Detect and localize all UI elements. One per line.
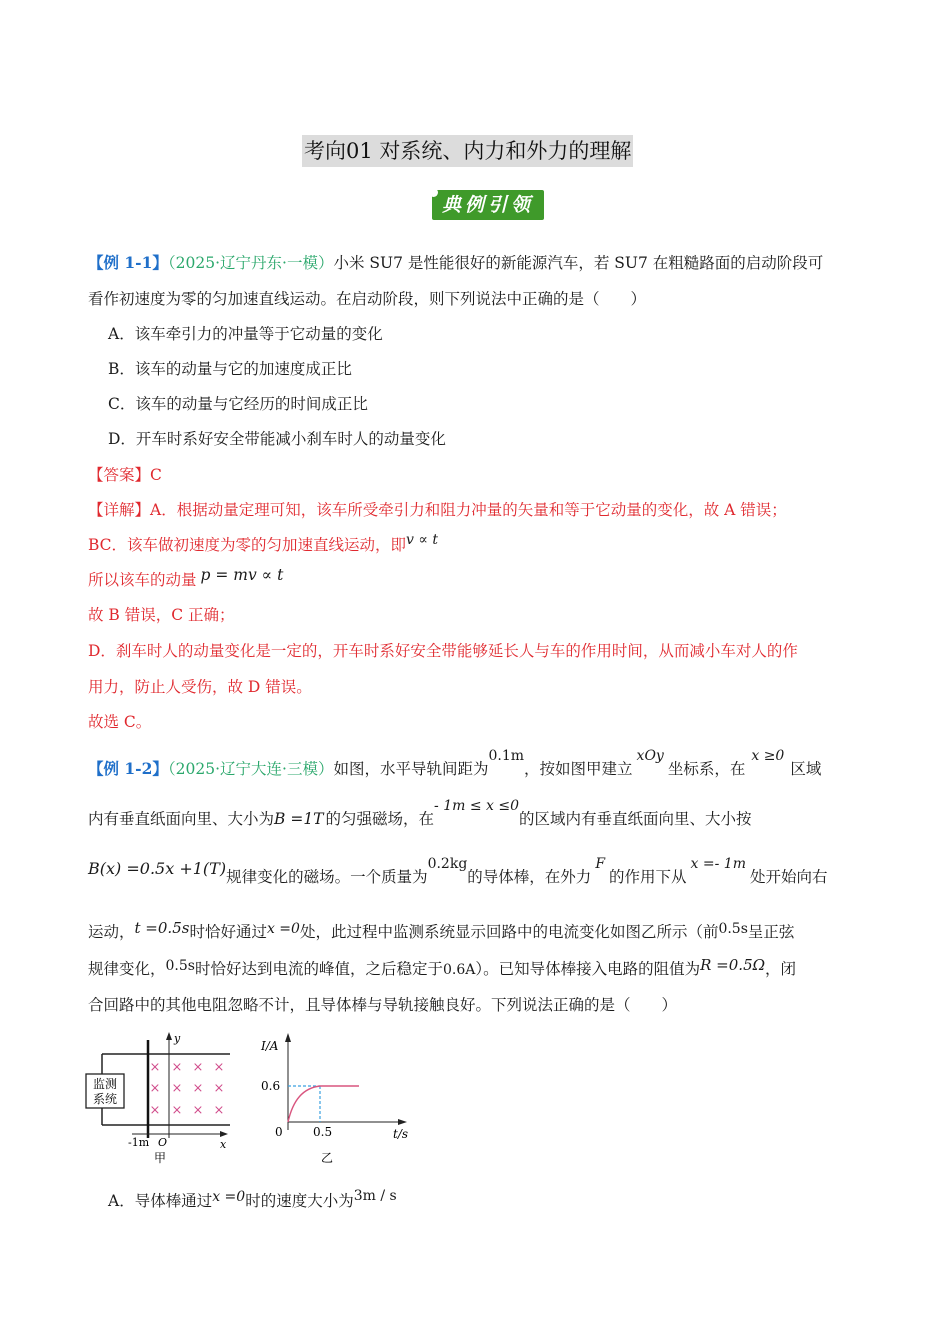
i-axis-label: I/A	[261, 1039, 279, 1053]
origin-label: O	[158, 1136, 168, 1149]
figure-jia	[80, 1030, 240, 1170]
ex2-l2a: 内有垂直纸面向里、大小为	[88, 810, 275, 828]
math-0.5s-a: 0.5s	[718, 921, 748, 937]
ex2-l3c: 的作用下从	[609, 868, 687, 886]
math-b-1t: B =1T	[274, 810, 324, 828]
detail-text3: 所以该车的动量	[88, 571, 197, 589]
ex1-detail4: 故 B 错误，C 正确；	[88, 606, 235, 624]
math-x-0-b: x =0	[212, 1189, 246, 1205]
ex1-stem2: 看作初速度为零的匀加速直线运动。在启动阶段，则下列说法中正确的是（ ）	[88, 290, 647, 308]
math-bx: B(x) =0.5x +1(T)	[88, 859, 227, 878]
detail-math-v: v ∝ t	[406, 532, 438, 548]
ex1-source: （2025·辽宁丹东·一模）	[167, 254, 334, 272]
ex2-l1b: ，按如图甲建立	[524, 760, 633, 778]
ex2-line6: 合回路中的其他电阻忽略不计，且导体棒与导轨接触良好。下列说法正确的是（ ）	[88, 996, 678, 1014]
cross: ×	[192, 1060, 204, 1075]
math-range: - 1m ≤ x ≤0	[434, 798, 520, 814]
cross: ×	[192, 1103, 204, 1118]
cross: ×	[213, 1081, 225, 1096]
math-0.2kg: 0.2kg	[427, 856, 468, 872]
math-xoy: xOy	[636, 748, 664, 764]
cross: ×	[149, 1060, 161, 1075]
ex2-label: 【例 1-2】	[88, 759, 168, 778]
y-axis-label: y	[174, 1032, 181, 1045]
ex1-option-c: C．该车的动量与它经历的时间成正比	[108, 395, 368, 413]
current-curve	[288, 1086, 359, 1122]
ex2-l5d: ，闭	[765, 960, 797, 978]
math-x-neg1: x =- 1m	[690, 856, 746, 872]
graph-origin: 0	[275, 1125, 283, 1139]
ex2-l5a: 规律变化，	[88, 960, 166, 978]
ex1-answer	[88, 464, 162, 486]
ex2-l4b: 时恰好通过	[189, 923, 267, 941]
ex1-option-a: A．该车牵引力的冲量等于它动量的变化	[108, 325, 383, 343]
ex2-l2b: 的匀强磁场，在	[325, 810, 435, 828]
ex2-l1c: 坐标系，在	[667, 760, 746, 778]
y-tick-0.6: 0.6	[261, 1079, 281, 1093]
ex2-source: （2025·辽宁大连·三模）	[167, 760, 334, 778]
t-axis-arrow	[398, 1119, 407, 1125]
ex2-l4c: 处，此过程中监测系统显示回路中的电流变化如图乙所示（前	[299, 923, 719, 941]
answer-value: C	[150, 466, 162, 484]
math-r: R =0.5Ω	[700, 956, 766, 974]
y-axis-arrow	[166, 1032, 172, 1040]
ex2-l5c: ）。已知导体棒接入电路的阻值为	[475, 960, 701, 978]
magnetic-field-crosses	[150, 1060, 225, 1118]
math-3ms: 3m / s	[353, 1188, 397, 1204]
ex2-l5b: 时恰好达到电流的峰值，之后稳定于	[194, 960, 443, 978]
cross: ×	[149, 1081, 161, 1096]
ex1-stem-line1	[88, 252, 823, 274]
cross: ×	[171, 1081, 183, 1096]
ex2-opta-a: A．导体棒通过	[108, 1192, 213, 1210]
ex2-l3b: 的导体棒，在外力	[467, 868, 592, 886]
detail-text1: A．根据动量定理可知，该车所受牵引力和阻力冲量的矢量和等于它动量的变化，故 A 错误；	[150, 501, 787, 519]
ex1-detail1	[88, 499, 787, 521]
t-axis-label: t/s	[393, 1127, 409, 1141]
ex1-option-b: B．该车的动量与它的加速度成正比	[108, 360, 352, 378]
math-t-0.5: t =0.5s	[134, 919, 190, 937]
math-x-ge-0: x ≥0	[751, 748, 785, 764]
figure-yi	[255, 1030, 415, 1170]
ex1-detail2	[88, 534, 438, 557]
ex2-opta-b: 时的速度大小为	[245, 1192, 354, 1210]
x-axis-label: x	[220, 1138, 227, 1151]
ex2-line1	[88, 748, 822, 781]
answer-label: 【答案】	[88, 466, 151, 484]
monitor-label-2: 系统	[92, 1092, 118, 1106]
page-title: 考向01 对系统、内力和外力的理解	[302, 135, 633, 167]
ex2-l4a: 运动，	[88, 923, 135, 941]
i-axis-arrow	[285, 1033, 291, 1042]
figure-yi-caption: 乙	[320, 1151, 334, 1165]
ex1-label: 【例 1-1】	[88, 253, 168, 272]
x-axis-arrow	[220, 1131, 228, 1137]
math-0.6a: 0.6A	[442, 962, 476, 978]
math-0.5s-b: 0.5s	[165, 958, 195, 974]
cross: ×	[192, 1081, 204, 1096]
ex1-detail5: D．刹车时人的动量变化是一定的，开车时系好安全带能够延长人与车的作用时间，从而减小车对人的作	[88, 642, 798, 660]
x-tick-0.5: 0.5	[313, 1125, 333, 1139]
ex2-l4d: 呈正弦	[747, 923, 795, 941]
figure-jia-caption: 甲	[153, 1151, 167, 1165]
detail-math-p: p = mv ∝ t	[200, 566, 284, 584]
ex2-line3	[88, 856, 828, 889]
ex2-line4	[88, 921, 794, 944]
ex1-stem1: 小米 SU7 是性能很好的新能源汽车，若 SU7 在粗糙路面的启动阶段可	[333, 254, 824, 272]
ex1-detail6: 用力，防止人受伤，故 D 错误。	[88, 678, 312, 696]
detail-label: 【详解】	[88, 501, 151, 519]
math-x-0: x =0	[266, 921, 300, 937]
ex2-l1a: 如图，水平导轨间距为	[333, 760, 489, 778]
ex2-l3d: 处开始向右	[750, 868, 828, 886]
cross: ×	[149, 1103, 161, 1118]
ex2-option-a	[108, 1190, 397, 1213]
monitor-label-1: 监测	[92, 1077, 118, 1091]
ex1-detail3	[88, 566, 284, 591]
ex2-line5	[88, 958, 796, 981]
detail-text2: BC．该车做初速度为零的匀加速直线运动，即	[88, 536, 407, 554]
ex1-detail7: 故选 C。	[88, 713, 152, 731]
math-f: F	[595, 856, 606, 872]
cross: ×	[213, 1103, 225, 1118]
neg-1m-label: -1m	[128, 1136, 150, 1149]
ex2-l1d: 区域	[790, 760, 822, 778]
ex1-option-d: D．开车时系好安全带能减小刹车时人的动量变化	[108, 430, 446, 448]
math-0.1m: 0.1m	[488, 748, 525, 764]
section-badge: 典例引领	[432, 190, 544, 220]
cross: ×	[213, 1060, 225, 1075]
cross: ×	[171, 1103, 183, 1118]
cross: ×	[171, 1060, 183, 1075]
ex2-line2	[88, 798, 752, 831]
ex2-l3a: 规律变化的磁场。一个质量为	[226, 868, 428, 886]
ex2-l2c: 的区域内有垂直纸面向里、大小按	[519, 810, 752, 828]
